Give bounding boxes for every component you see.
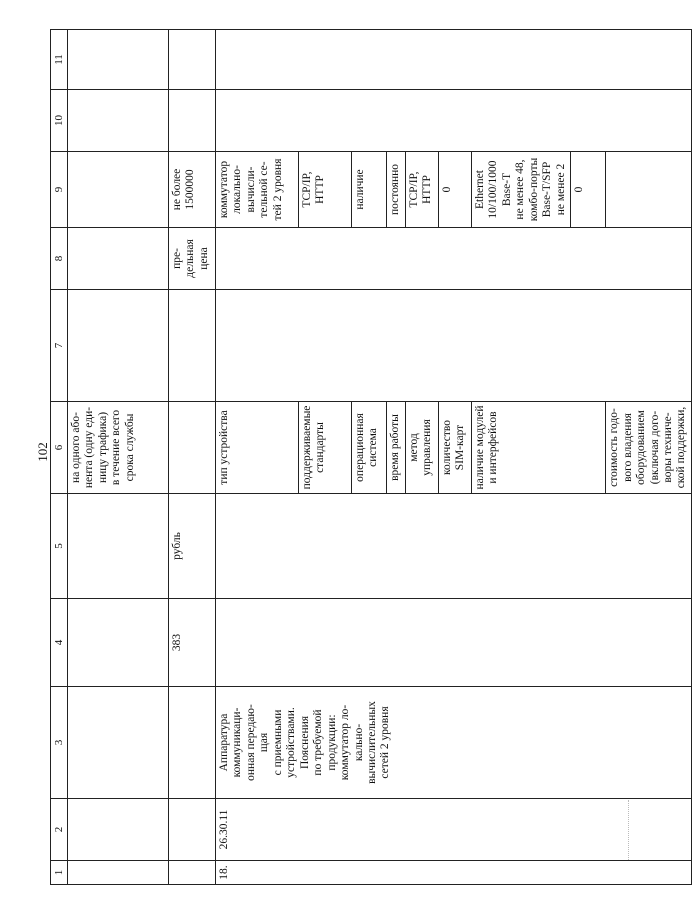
table-cell [169,599,216,687]
column-number: 4 [51,599,68,687]
value-management: TCP/IP, HTTP [408,171,434,208]
table-row [68,30,169,885]
table-cell [216,30,692,90]
table-cell [169,687,216,799]
table-cell [169,861,216,885]
table-cell [169,799,216,861]
column-number: 11 [51,30,68,90]
table-cell [216,90,692,152]
table-cell [216,152,299,228]
table-cell [169,90,216,152]
table-cell [216,799,692,861]
row-number: 18. [218,865,230,880]
characteristic-os: операционная система [354,413,380,482]
column-number: 6 [51,402,68,494]
table-cell [387,152,406,228]
max-price-label: пре- дельная цена [171,239,210,278]
table-cell [68,599,169,687]
table-cell [406,402,439,494]
table-cell [68,494,169,599]
table-cell [169,228,216,290]
characteristic-device-type: тип устройства [218,410,230,485]
page-number: 102 [35,442,50,462]
cost-per-subscriber-text: на одного або- нента (одну еди- ницу трафика) в течение всего срока службы [70,406,136,489]
column-number: 3 [51,687,68,799]
unit-name: рубль [171,532,183,560]
value-os: наличие [354,169,366,210]
table-cell [68,799,169,861]
max-price-value: не более 1500000 [171,168,197,211]
column-number: 7 [51,290,68,402]
scan-edge-marks [628,800,633,860]
table-cell [216,599,692,687]
characteristic-standards: поддерживаемые стандарты [301,405,327,490]
table-cell [68,152,169,228]
table-cell [68,402,169,494]
table-cell [68,30,169,90]
table-cell [606,152,692,228]
table-cell [169,402,216,494]
table-cell [472,402,606,494]
value-standards: TCP/IP, HTTP [301,171,327,208]
table-cell [68,687,169,799]
table-cell [216,290,692,402]
table-cell [68,290,169,402]
table-cell [216,861,692,885]
table-row [216,30,299,885]
table-cell [439,402,472,494]
table-cell [299,152,352,228]
okpd2-code: 26.30.11 [218,809,230,850]
table-cell [472,152,571,228]
table-cell [169,152,216,228]
characteristic-management: метод управления [408,419,434,476]
table-cell [387,402,406,494]
table-cell [216,687,692,799]
column-number: 10 [51,90,68,152]
characteristic-uptime: время работы [389,414,401,481]
table-cell [606,402,692,494]
procurement-table [50,29,692,885]
value-sim-count: 0 [441,186,453,193]
table-cell [439,152,472,228]
characteristic-sim-count: количество SIM-карт [441,420,467,475]
column-number: 1 [51,861,68,885]
value-interfaces: Ethernet 10/100/1000 Base-T не менее 48, комбо-порты Base-T/SFP не менее 2 [474,157,567,222]
table-cell [352,152,387,228]
table-cell [68,861,169,885]
column-number: 5 [51,494,68,599]
table-cell [406,152,439,228]
table-cell [169,494,216,599]
value-interfaces-extra: 0 [573,186,586,193]
table-cell [299,402,352,494]
table-cell [169,290,216,402]
table-cell [216,228,692,290]
value-uptime: постоянно [389,163,401,216]
column-number: 8 [51,228,68,290]
product-description: Аппаратура коммуникаци- онная передаю- щая с приемными устройствами. Пояснения по требуемой продукции: коммутатор ло- кально- вычислительных сетей 2 уровня [218,701,392,784]
characteristic-interfaces: наличие модулей и интерфейсов [474,405,500,490]
table-cell [216,494,692,599]
okei-code: 383 [171,633,183,652]
characteristic-ownership-cost: стоимость годо- вого владения оборудованием (включая дого- воры техниче- ской поддержки, [608,406,688,489]
table-cell [352,402,387,494]
column-number-row [51,30,68,885]
rotated-page-content [50,30,688,885]
table-cell [571,152,606,228]
table-row [169,30,216,885]
table-cell [169,30,216,90]
column-number: 2 [51,799,68,861]
table-cell [216,402,299,494]
table-cell [68,228,169,290]
table-cell [68,90,169,152]
value-device-type: коммутатор локально- вычисли- тельной се- тей 2 уровня [218,158,284,221]
column-number: 9 [51,152,68,228]
